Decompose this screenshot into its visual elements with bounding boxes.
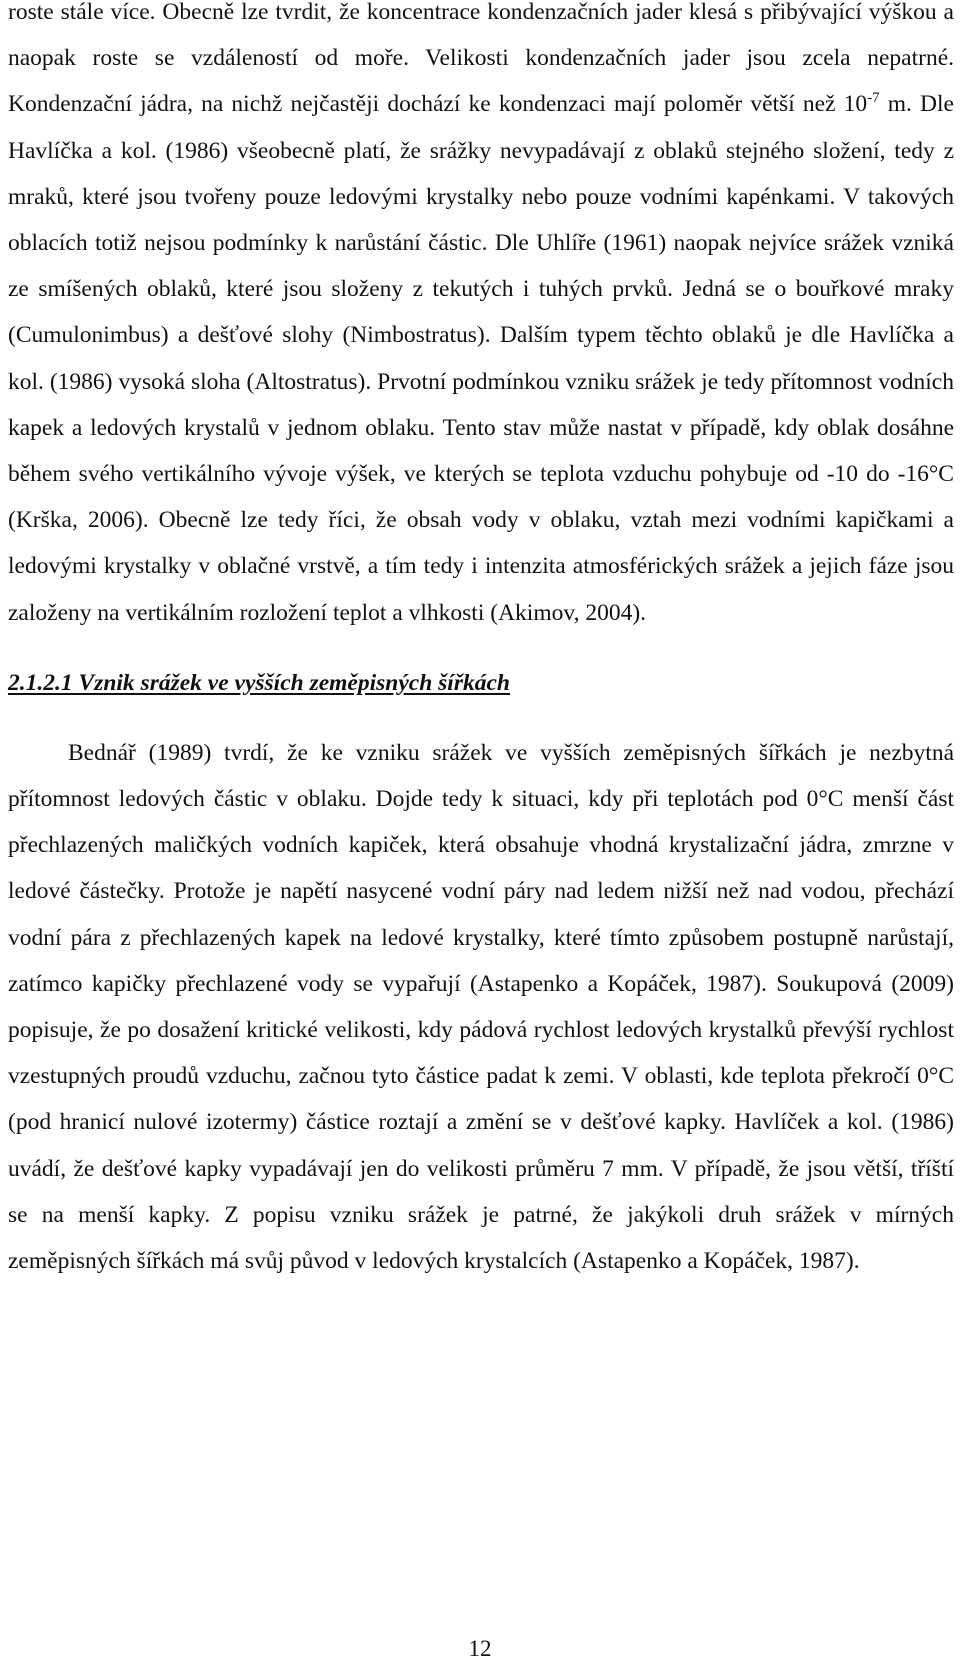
section-heading: 2.1.2.1 Vznik srážek ve vyšších zeměpisných šířkách — [8, 669, 510, 696]
document-page — [8, 0, 954, 1284]
exponent: -7 — [867, 90, 880, 107]
page-number: 12 — [468, 1636, 492, 1661]
paragraph-text-part: roste stále více. Obecně lze tvrdit, že koncentrace kondenzačních jader klesá s přibývající výškou a naopak roste se vzdáleností od moře. Velikosti kondenzačních jader jsou zcela nepatrné. Kondenzační jádra, na nichž nejčastěji dochází ke kondenzaci mají poloměr větší než 10 — [8, 0, 954, 118]
body-paragraph: Bednář (1989) tvrdí, že ke vzniku srážek ve vyšších zeměpisných šířkách je nezbytná přítomnost ledových částic v oblaku. Dojde tedy k situaci, kdy při teplotách pod 0°C menší část přechlazených maličkých vodních kapiček, která obsahuje vhodná krystalizační jádra, zmrzne v ledové částečky. Protože je napětí nasycené vodní páry nad ledem nižší než nad vodou, přechází vodní pára z přechlazených kapek na ledové krystalky, které tímto způsobem postupně narůstají, zatímco kapičky přechlazené vody se vypařují (Astapenko a Kopáček, 1987). Soukupová (2009) popisuje, že po dosažení kritické velikosti, kdy pádová rychlost ledových krystalků převýší rychlost vzestupných proudů vzduchu, začnou tyto částice padat k zemi. V oblasti, kde teplota překročí 0°C (pod hranicí nulové izotermy) částice roztají a změní se v dešťové kapky. Havlíček a kol. (1986) uvádí, že dešťové kapky vypadávají jen do velikosti průměru 7 mm. V případě, že jsou větší, tříští se na menší kapky. Z popisu vzniku srážek je patrné, že jakýkoli druh srážek v mírných zeměpisných šířkách má svůj původ v ledových krystalcích (Astapenko a Kopáček, 1987). — [8, 739, 954, 1275]
body-paragraph — [8, 0, 954, 636]
paragraph-text-part: m. Dle Havlíčka a kol. (1986) všeobecně platí, že srážky nevypadávají z oblaků stejného složení, tedy z mraků, které jsou tvořeny pouze ledovými krystalky nebo pouze vodními kapénkami. V takových oblacích totiž nejsou podmínky k narůstání částic. Dle Uhlíře (1961) naopak nejvíce srážek vzniká ze smíšených oblaků, které jsou složeny z tekutých i tuhých prvků. Jedná se o bouřkové mraky (Cumulonimbus) a dešťové slohy (Nimbostratus). Dalším typem těchto oblaků je dle Havlíčka a kol. (1986) vysoká sloha (Altostratus). Prvotní podmínkou vzniku srážek je tedy přítomnost vodních kapek a ledových krystalů v jednom oblaku. Tento stav může nastat v případě, kdy oblak dosáhne během svého vertikálního vývoje výšek, ve kterých se teplota vzduchu pohybuje od -10 do -16°C (Krška, 2006). Obecně lze tedy říci, že obsah vody v oblaku, vztah mezi vodními kapičkami a ledovými krystalky v oblačné vrstvě, a tím tedy i intenzita atmosférických srážek a jejich fáze jsou založeny na vertikálním rozložení teplot a vlhkosti (Akimov, 2004). — [8, 91, 954, 626]
